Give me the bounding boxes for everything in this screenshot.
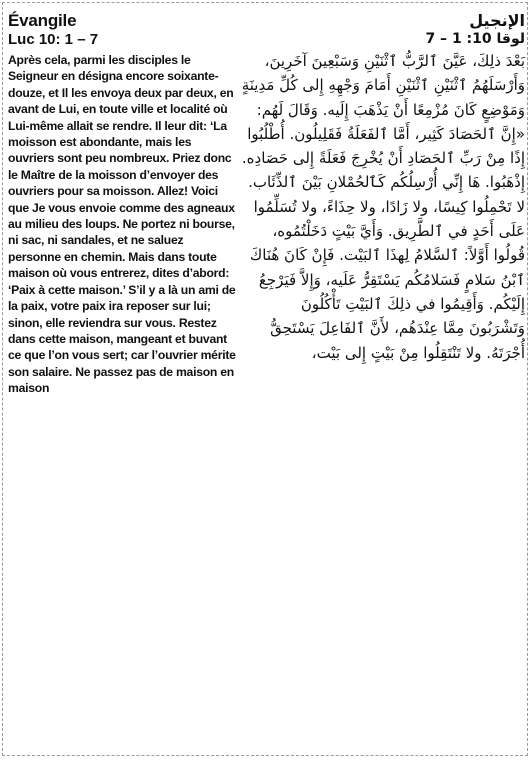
- gospel-card: [2, 2, 528, 756]
- french-column: [8, 11, 236, 397]
- arabic-body-text: بَعْدَ ذلِكَ، عَيَّنَ ٱلرَّبُّ ٱثْنَيْنِ وَسَبْعِينَ آخَرِينَ، وَأَرْسَلَهُمُ ٱثْنَيْنِ ٱثْنَيْنِ أَمَامَ وَجْهِهِ إِلى كُلِّ مَدِينَةٍ وَمَوْضِعٍ كَانَ مُزْمِعًا أَنْ يَذْهَبَ إِلَيه. وَقَالَ لَهُم: «إِنَّ ٱلحَصَادَ كَثِير، أَمَّا ٱلفَعَلَةُ فَقَلِيلُون. أُطْلُبُوا إِذًا مِنْ رَبِّ ٱلحَصَادِ أَنْ يُخْرِجَ فَعَلَةً إِلى حَصَادِه. إِذْهَبُوا. هَا إِنِّي أُرْسِلُكُم كَٱلحُمْلانِ بَيْنَ ٱلذِّئَاب. لا تَحْمِلُوا كِيسًا، ولا زَادًا، ولا حِذَاءً، ولا تُسَلِّمُوا عَلَى أَحَدٍ في ٱلطَّرِيق. وَأَيَّ بَيْتٍ دَخَلْتُمُوه، قُولُوا أَوَّلاً: ٱلسَّلامُ لِهذَا ٱلبَيْت. فَإِنْ كَانَ هُنَاكَ ٱبْنُ سَلامٍ فَسَلامُكُم يَسْتَقِرُّ عَلَيه، وَإِلاَّ فَيَرْجِعُ إِلَيْكُم. وَأَقِيمُوا في ذلِكَ ٱلبَيْتِ تَأْكُلُونَ وَتَشْرَبُونَ مِمَّا عِنْدَهُم، لأَنَّ ٱلفَاعِلَ يَسْتَحِقُّ أُجْرَتَهُ. ولا تَنْتَقِلُوا مِنْ بَيْتٍ إِلى بَيْت،: [241, 52, 525, 362]
- arabic-column: [241, 11, 525, 365]
- arabic-title: الإنجيل: [469, 11, 525, 30]
- french-body-text: Après cela, parmi les disciples le Seigneur en désigna encore soixante-douze, et Il les envoya deux par deux, en avant de Lui, en toute ville et localité où Lui-même allait se rendre. Il leur dit: ‘La moisson est abondante, mais les ouvriers sont peu nombreux. Priez donc le Maître de la moisson d’envoyer des ouvriers pour sa moisson. Allez! Voici que Je vous envoie comme des agneaux au milieu des loups. Ne portez ni bourse, ni sac, ni sandales, et ne saluez personne en chemin. Mais dans toute maison où vous entrerez, dites d’abord: ‘Paix à cette maison.’ S’il y a là un ami de la paix, votre paix ira reposer sur lui; sinon, elle reviendra sur vous. Restez dans cette maison, mangeant et buvant ce que l’on vous sert; car l’ouvrier mérite son salaire. Ne passez pas de maison en maison: [8, 53, 236, 396]
- french-reference: Luc 10: 1 – 7: [8, 31, 99, 48]
- french-title: Évangile: [8, 11, 77, 30]
- arabic-reference: لوقا 10: 1 – 7: [425, 31, 525, 47]
